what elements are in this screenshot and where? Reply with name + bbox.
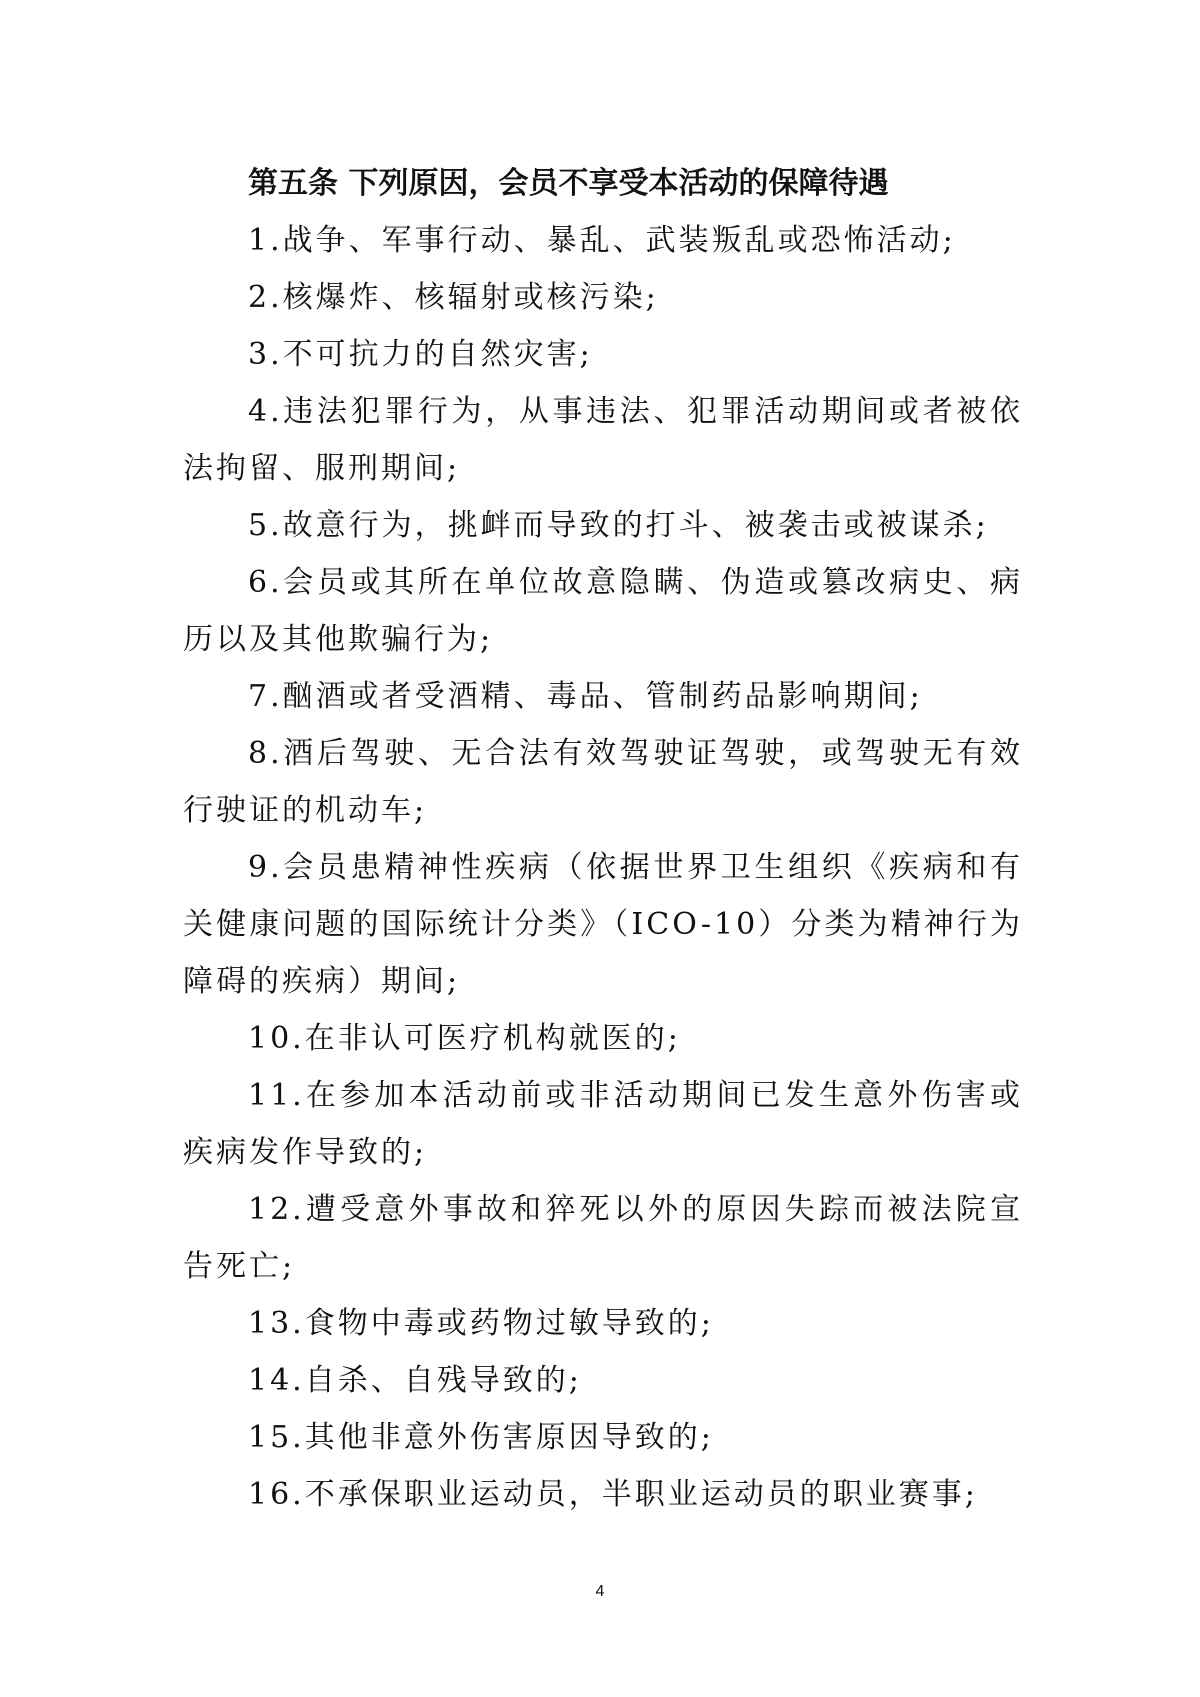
list-item: 16.不承保职业运动员，半职业运动员的职业赛事; [248, 1477, 978, 1512]
list-item: 8.酒后驾驶、无合法有效驾驶证驾驶，或驾驶无有效行驶证的机动车; [183, 736, 1023, 828]
page-number: 4 [595, 1583, 605, 1600]
list-item: 6.会员或其所在单位故意隐瞒、伪造或篡改病史、病历以及其他欺骗行为; [183, 565, 1023, 657]
list-item: 5.故意行为，挑衅而导致的打斗、被袭击或被谋杀; [248, 508, 989, 543]
article-body [183, 155, 1023, 1523]
list-item: 10.在非认可医疗机构就医的; [248, 1021, 681, 1056]
list-item: 3.不可抗力的自然灾害; [248, 337, 593, 372]
list-item: 11.在参加本活动前或非活动期间已发生意外伤害或疾病发作导致的; [183, 1078, 1023, 1170]
list-item: 15.其他非意外伤害原因导致的; [248, 1420, 714, 1455]
list-item: 12.遭受意外事故和猝死以外的原因失踪而被法院宣告死亡; [183, 1192, 1023, 1284]
list-item: 13.食物中毒或药物过敏导致的; [248, 1306, 714, 1341]
list-item: 14.自杀、自残导致的; [248, 1363, 582, 1398]
article-heading: 第五条 下列原因，会员不享受本活动的保障待遇 [248, 166, 889, 201]
list-item: 4.违法犯罪行为，从事违法、犯罪活动期间或者被依法拘留、服刑期间; [183, 394, 1023, 486]
list-item: 7.酗酒或者受酒精、毒品、管制药品影响期间; [248, 679, 923, 714]
list-item: 1.战争、军事行动、暴乱、武装叛乱或恐怖活动; [248, 223, 956, 258]
list-item: 9.会员患精神性疾病（依据世界卫生组织《疾病和有关健康问题的国际统计分类》（ICO-10）分类为精神行为障碍的疾病）期间; [183, 850, 1023, 999]
list-item: 2.核爆炸、核辐射或核污染; [248, 280, 659, 315]
